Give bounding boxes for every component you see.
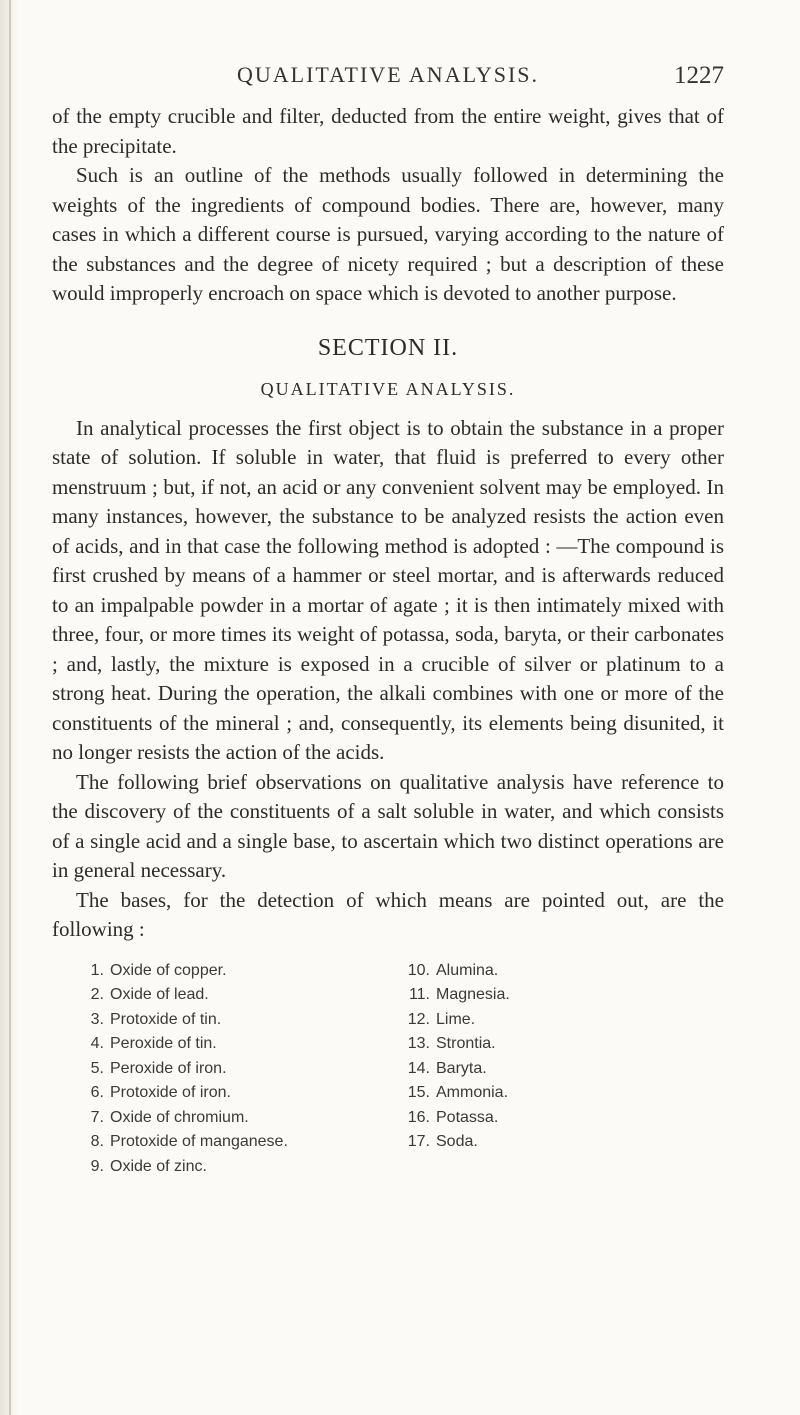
- paragraph-outline: Such is an outline of the methods usually followed in determining the weights of the ingredients of compound bodies. There are, however, many cases in which a different course is pursued, varying according to the nature of the substances and the degree of nicety required ; but a description of these would improperly encroach on space which is devoted to another purpose.: [52, 163, 724, 305]
- list-item: 17. Soda.: [407, 1133, 478, 1150]
- list-item: 6. Protoxide of iron.: [90, 1084, 231, 1101]
- running-head: [52, 62, 724, 102]
- list-item: 14. Baryta.: [407, 1059, 487, 1077]
- section-subheading: QUALITATIVE ANALYSIS.: [260, 378, 516, 399]
- list-item: 5. Peroxide of iron.: [90, 1059, 227, 1077]
- bases-list-right: [402, 959, 510, 1155]
- binding-gutter: [0, 0, 18, 1415]
- list-item: 15. Ammonia.: [407, 1084, 509, 1101]
- page-number: 1227: [674, 62, 724, 89]
- list-item: 7. Oxide of chromium.: [90, 1108, 249, 1126]
- section-heading: SECTION II.: [317, 334, 459, 361]
- list-item: 12. Lime.: [407, 1010, 476, 1028]
- list-item: 16. Potassa.: [407, 1108, 499, 1126]
- list-item: 13. Strontia.: [407, 1035, 496, 1052]
- paragraph-bases-intro: The bases, for the detection of which means are pointed out, are the following :: [52, 887, 724, 941]
- page: [52, 62, 724, 1209]
- list-item: 4. Peroxide of tin.: [90, 1035, 217, 1052]
- paragraph-continuation: of the empty crucible and filter, deducted from the entire weight, gives that of the precipitate.: [52, 104, 724, 158]
- gutter-line: [9, 0, 11, 1415]
- bases-list: [52, 959, 724, 1209]
- list-item: 8. Protoxide of manganese.: [90, 1133, 288, 1150]
- paragraph-observations: The following brief observations on qualitative analysis have reference to the discovery of the constituents of a salt soluble in water, and which consists of a single acid and a single base, to ascertain which two distinct operations are in general necessary.: [52, 769, 724, 882]
- bases-list-left: [76, 959, 288, 1180]
- list-item: 11. Magnesia.: [408, 986, 510, 1003]
- list-item: 2. Oxide of lead.: [90, 986, 209, 1003]
- paragraph-analytical-processes: In analytical processes the first object is to obtain the substance in a proper state of solution. If soluble in water, that fluid is preferred to every other menstruum ; but, if not, an acid or any convenient solvent may be employed. In many instances, however, the substance to be analyzed resists the action even of acids, and in that case the following method is adopted : —The compound is first crushed by means of a hammer or steel mortar, and is afterwards reduced to an impalpable powder in a mortar of agate ; it is then intimately mixed with three, four, or more times its weight of potassa, soda, baryta, or their carbonates ; and, lastly, the mixture is exposed in a crucible of silver or platinum to a strong heat. During the operation, the alkali combines with one or more of the constituents of the mineral ; and, consequently, its elements being disunited, it no longer resists the action of the acids.: [52, 415, 724, 764]
- list-item: 3. Protoxide of tin.: [90, 1010, 222, 1028]
- list-item: 1. Oxide of copper.: [90, 961, 227, 979]
- running-title: QUALITATIVE ANALYSIS.: [236, 62, 539, 87]
- list-item: 10. Alumina.: [407, 961, 499, 979]
- list-item: 9. Oxide of zinc.: [90, 1157, 207, 1175]
